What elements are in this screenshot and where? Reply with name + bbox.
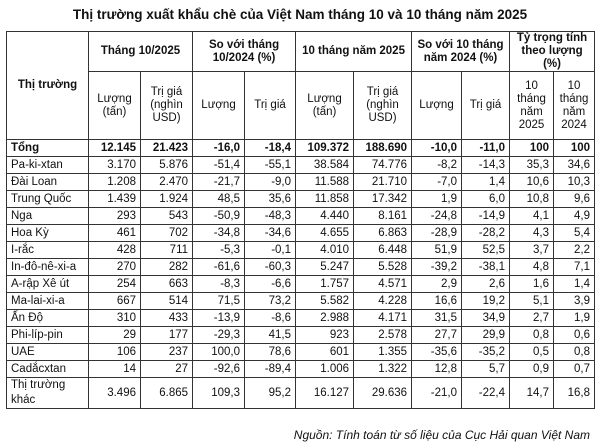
header-share: Tỷ trọng tính theo lượng (%) xyxy=(510,32,595,72)
table-cell: 4.655 xyxy=(296,225,354,242)
export-table xyxy=(6,31,595,409)
table-row xyxy=(7,310,595,327)
table-cell: 282 xyxy=(141,259,193,276)
table-row xyxy=(7,242,595,259)
table-cell: 270 xyxy=(89,259,141,276)
table-row xyxy=(7,327,595,344)
subheader-qty-short: Lượng xyxy=(193,72,245,140)
table-row xyxy=(7,174,595,191)
table-cell: 29 xyxy=(89,327,141,344)
table-cell: 1.208 xyxy=(89,174,141,191)
table-cell: 254 xyxy=(89,276,141,293)
table-cell: 52,5 xyxy=(462,242,510,259)
table-cell: 16.127 xyxy=(296,378,354,409)
table-cell: 237 xyxy=(141,344,193,361)
market-name: Thị trường khác xyxy=(7,378,89,409)
market-name: Pa-ki-xtan xyxy=(7,157,89,174)
table-cell: -51,4 xyxy=(193,157,245,174)
table-cell: 14 xyxy=(89,361,141,378)
table-cell: 0,8 xyxy=(510,327,554,344)
table-cell: 711 xyxy=(141,242,193,259)
table-cell: 5.876 xyxy=(141,157,193,174)
market-name: Hoa Kỳ xyxy=(7,225,89,242)
table-cell: -11,0 xyxy=(462,140,510,157)
table-cell: -35,6 xyxy=(412,344,462,361)
table-cell: 428 xyxy=(89,242,141,259)
table-cell: 293 xyxy=(89,208,141,225)
market-name: A-rập Xê út xyxy=(7,276,89,293)
table-cell: -16,0 xyxy=(193,140,245,157)
table-cell: -5,3 xyxy=(193,242,245,259)
table-cell: 667 xyxy=(89,293,141,310)
table-cell: -13,9 xyxy=(193,310,245,327)
table-cell: -89,4 xyxy=(245,361,296,378)
market-name: Ấn Độ xyxy=(7,310,89,327)
table-cell: -39,2 xyxy=(412,259,462,276)
table-cell: -7,0 xyxy=(412,174,462,191)
table-cell: 31,5 xyxy=(412,310,462,327)
market-name: UAE xyxy=(7,344,89,361)
table-cell: 1,4 xyxy=(554,276,595,293)
table-cell: 35,6 xyxy=(245,191,296,208)
table-cell: 0,7 xyxy=(554,361,595,378)
table-cell: 188.690 xyxy=(354,140,412,157)
market-name: I-rắc xyxy=(7,242,89,259)
market-name: Ma-lai-xi-a xyxy=(7,293,89,310)
table-cell: 0,8 xyxy=(554,344,595,361)
table-cell: -8,3 xyxy=(193,276,245,293)
table-cell: 6.448 xyxy=(354,242,412,259)
table-cell: 16,6 xyxy=(412,293,462,310)
table-cell: 12,8 xyxy=(412,361,462,378)
subheader-value: Trị giá (nghìn USD) xyxy=(141,72,193,140)
subheader-value-short: Trị giá xyxy=(462,72,510,140)
source-note: Nguồn: Tính toán từ số liệu của Cục Hải quan Việt Nam xyxy=(293,428,590,442)
table-cell: -22,4 xyxy=(462,378,510,409)
table-cell: 1.322 xyxy=(354,361,412,378)
table-cell: -8,6 xyxy=(245,310,296,327)
table-cell: 5.582 xyxy=(296,293,354,310)
market-name: In-đô-nê-xi-a xyxy=(7,259,89,276)
table-cell: 4,3 xyxy=(510,225,554,242)
table-row xyxy=(7,208,595,225)
table-cell: -29,3 xyxy=(193,327,245,344)
table-cell: 1.355 xyxy=(354,344,412,361)
table-row xyxy=(7,293,595,310)
table-row xyxy=(7,378,595,409)
table-cell: 78,6 xyxy=(245,344,296,361)
table-cell: 5,7 xyxy=(462,361,510,378)
market-name: Đài Loan xyxy=(7,174,89,191)
table-cell: 2,6 xyxy=(462,276,510,293)
table-cell: 4,9 xyxy=(554,208,595,225)
table-row xyxy=(7,276,595,293)
table-cell: -28,2 xyxy=(462,225,510,242)
table-cell: 923 xyxy=(296,327,354,344)
header-vs-month: So với tháng 10/2024 (%) xyxy=(193,32,296,72)
table-cell: 27 xyxy=(141,361,193,378)
table-cell: 2,2 xyxy=(554,242,595,259)
table-cell: 21.710 xyxy=(354,174,412,191)
table-row xyxy=(7,344,595,361)
table-cell: 4.171 xyxy=(354,310,412,327)
table-cell: 1,4 xyxy=(462,174,510,191)
table-cell: -38,1 xyxy=(462,259,510,276)
subheader-share-2024: 10 tháng năm 2024 xyxy=(554,72,595,140)
table-cell: -8,2 xyxy=(412,157,462,174)
table-cell: 0,9 xyxy=(510,361,554,378)
table-title: Thị trường xuất khẩu chè của Việt Nam tháng 10 và 10 tháng năm 2025 xyxy=(72,7,528,22)
table-cell: -14,3 xyxy=(462,157,510,174)
table-cell: -34,8 xyxy=(193,225,245,242)
table-row xyxy=(7,157,595,174)
table-cell: -55,1 xyxy=(245,157,296,174)
table-cell: 71,5 xyxy=(193,293,245,310)
table-cell: 100 xyxy=(510,140,554,157)
table-cell: -61,6 xyxy=(193,259,245,276)
table-cell: -21,7 xyxy=(193,174,245,191)
subheader-value: Trị giá (nghìn USD) xyxy=(354,72,412,140)
header-month: Tháng 10/2025 xyxy=(89,32,193,72)
table-cell: 461 xyxy=(89,225,141,242)
table-cell: 5,1 xyxy=(510,293,554,310)
market-name: Trung Quốc xyxy=(7,191,89,208)
table-cell: -34,6 xyxy=(245,225,296,242)
table-cell: -14,9 xyxy=(462,208,510,225)
subheader-qty-short: Lượng xyxy=(412,72,462,140)
table-cell: -35,2 xyxy=(462,344,510,361)
table-cell: 1,9 xyxy=(554,310,595,327)
table-cell: 1.439 xyxy=(89,191,141,208)
table-cell: 3.170 xyxy=(89,157,141,174)
table-cell: -9,0 xyxy=(245,174,296,191)
market-name: Cadắcxtan xyxy=(7,361,89,378)
table-cell: 1.757 xyxy=(296,276,354,293)
table-cell: -10,0 xyxy=(412,140,462,157)
table-cell: 3,7 xyxy=(510,242,554,259)
table-cell: -50,9 xyxy=(193,208,245,225)
table-cell: 74.776 xyxy=(354,157,412,174)
table-cell: 1,6 xyxy=(510,276,554,293)
table-cell: 9,6 xyxy=(554,191,595,208)
header-market: Thị trường xyxy=(7,32,89,140)
table-cell: 6.865 xyxy=(141,378,193,409)
table-row xyxy=(7,361,595,378)
table-cell: 11.858 xyxy=(296,191,354,208)
table-cell: 95,2 xyxy=(245,378,296,409)
table-cell: -24,8 xyxy=(412,208,462,225)
table-cell: 5,4 xyxy=(554,225,595,242)
market-name: Tổng xyxy=(7,140,89,157)
table-cell: 27,7 xyxy=(412,327,462,344)
table-cell: 10,6 xyxy=(510,174,554,191)
table-cell: 7,1 xyxy=(554,259,595,276)
table-cell: -60,3 xyxy=(245,259,296,276)
table-row xyxy=(7,259,595,276)
table-cell: 702 xyxy=(141,225,193,242)
table-cell: 106 xyxy=(89,344,141,361)
table-cell: 1.924 xyxy=(141,191,193,208)
table-cell: 1,9 xyxy=(412,191,462,208)
table-cell: -92,6 xyxy=(193,361,245,378)
table-cell: 29.636 xyxy=(354,378,412,409)
header-ytd: 10 tháng năm 2025 xyxy=(296,32,412,72)
table-cell: 109.372 xyxy=(296,140,354,157)
table-cell: 12.145 xyxy=(89,140,141,157)
table-cell: 4.010 xyxy=(296,242,354,259)
table-cell: 4.571 xyxy=(354,276,412,293)
table-cell: 5.528 xyxy=(354,259,412,276)
table-cell: 38.584 xyxy=(296,157,354,174)
table-cell: 11.588 xyxy=(296,174,354,191)
table-cell: 34,9 xyxy=(462,310,510,327)
table-cell: 10,8 xyxy=(510,191,554,208)
table-cell: -6,6 xyxy=(245,276,296,293)
table-cell: 35,3 xyxy=(510,157,554,174)
table-cell: 2.470 xyxy=(141,174,193,191)
table-cell: 4,1 xyxy=(510,208,554,225)
table-cell: 5.247 xyxy=(296,259,354,276)
table-cell: -18,4 xyxy=(245,140,296,157)
table-cell: 48,5 xyxy=(193,191,245,208)
table-cell: 514 xyxy=(141,293,193,310)
table-row xyxy=(7,225,595,242)
total-row xyxy=(7,140,595,157)
table-cell: 10,3 xyxy=(554,174,595,191)
table-cell: 2,7 xyxy=(510,310,554,327)
table-cell: 41,5 xyxy=(245,327,296,344)
table-cell: 1.006 xyxy=(296,361,354,378)
table-cell: 601 xyxy=(296,344,354,361)
table-cell: 109,3 xyxy=(193,378,245,409)
table-cell: 73,2 xyxy=(245,293,296,310)
table-cell: 663 xyxy=(141,276,193,293)
subheader-qty: Lượng (tấn) xyxy=(296,72,354,140)
table-cell: 3,9 xyxy=(554,293,595,310)
table-cell: 8.161 xyxy=(354,208,412,225)
table-cell: 6,0 xyxy=(462,191,510,208)
table-cell: 100 xyxy=(554,140,595,157)
table-cell: 29,9 xyxy=(462,327,510,344)
table-cell: 4.228 xyxy=(354,293,412,310)
table-row xyxy=(7,191,595,208)
table-cell: 4,8 xyxy=(510,259,554,276)
header-vs-ytd: So với 10 tháng năm 2024 (%) xyxy=(412,32,510,72)
market-name: Phi-líp-pin xyxy=(7,327,89,344)
table-cell: 100,0 xyxy=(193,344,245,361)
table-cell: 2.988 xyxy=(296,310,354,327)
subheader-value-short: Trị giá xyxy=(245,72,296,140)
table-cell: 0,6 xyxy=(554,327,595,344)
table-cell: 21.423 xyxy=(141,140,193,157)
table-cell: 310 xyxy=(89,310,141,327)
table-cell: 177 xyxy=(141,327,193,344)
table-cell: 2,9 xyxy=(412,276,462,293)
subheader-qty: Lượng (tấn) xyxy=(89,72,141,140)
market-name: Nga xyxy=(7,208,89,225)
table-cell: 16,8 xyxy=(554,378,595,409)
subheader-share-2025: 10 tháng năm 2025 xyxy=(510,72,554,140)
table-cell: 6.863 xyxy=(354,225,412,242)
table-cell: 3.496 xyxy=(89,378,141,409)
table-cell: -0,1 xyxy=(245,242,296,259)
table-cell: -21,0 xyxy=(412,378,462,409)
table-cell: 19,2 xyxy=(462,293,510,310)
table-cell: 14,7 xyxy=(510,378,554,409)
table-cell: 51,9 xyxy=(412,242,462,259)
table-cell: 543 xyxy=(141,208,193,225)
table-cell: 433 xyxy=(141,310,193,327)
table-cell: 4.440 xyxy=(296,208,354,225)
table-cell: 17.342 xyxy=(354,191,412,208)
table-cell: 0,5 xyxy=(510,344,554,361)
table-cell: 2.578 xyxy=(354,327,412,344)
table-cell: -48,3 xyxy=(245,208,296,225)
table-cell: 34,6 xyxy=(554,157,595,174)
table-cell: -28,9 xyxy=(412,225,462,242)
